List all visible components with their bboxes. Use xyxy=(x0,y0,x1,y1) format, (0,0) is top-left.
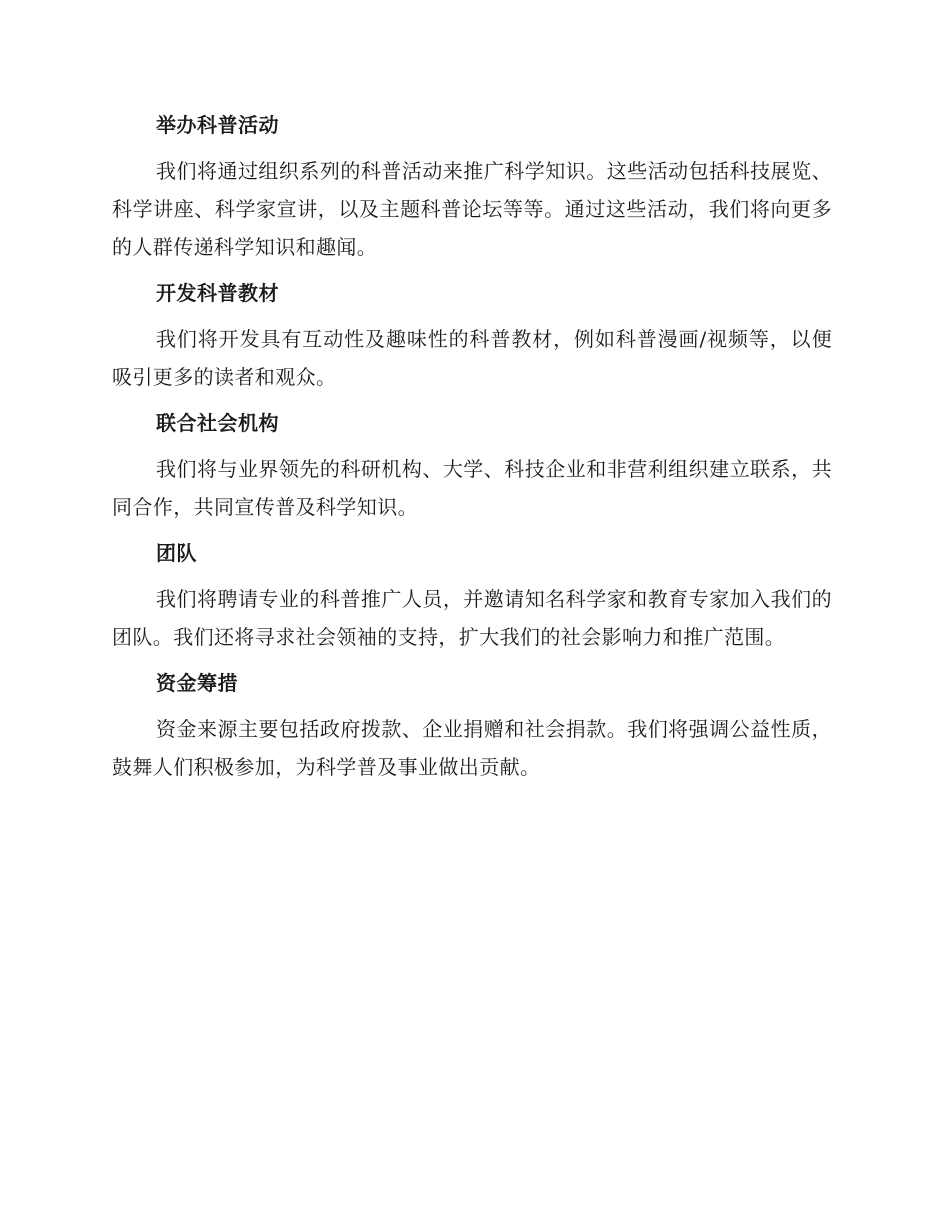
section-heading: 联合社会机构 xyxy=(156,411,279,435)
section-funding xyxy=(112,664,832,786)
section-heading: 资金筹措 xyxy=(156,671,238,695)
section-heading: 团队 xyxy=(156,541,197,565)
section-heading: 开发科普教材 xyxy=(156,281,279,305)
section-paragraph: 我们将与业界领先的科研机构、大学、科技企业和非营利组织建立联系，共同合作，共同宣传普及科学知识。 xyxy=(112,457,832,519)
section-paragraph: 我们将开发具有互动性及趣味性的科普教材，例如科普漫画/视频等，以便吸引更多的读者和观众。 xyxy=(112,327,832,389)
section-paragraph: 我们将通过组织系列的科普活动来推广科学知识。这些活动包括科技展览、科学讲座、科学家宣讲，以及主题科普论坛等等。通过这些活动，我们将向更多的人群传递科学知识和趣闻。 xyxy=(112,159,832,259)
section-activities xyxy=(112,106,832,266)
section-team xyxy=(112,534,832,656)
section-heading: 举办科普活动 xyxy=(156,113,279,137)
section-materials xyxy=(112,274,832,396)
section-paragraph: 资金来源主要包括政府拨款、企业捐赠和社会捐款。我们将强调公益性质，鼓舞人们积极参加，为科学普及事业做出贡献。 xyxy=(112,717,832,779)
section-partners xyxy=(112,404,832,526)
section-paragraph: 我们将聘请专业的科普推广人员，并邀请知名科学家和教育专家加入我们的团队。我们还将寻求社会领袖的支持，扩大我们的社会影响力和推广范围。 xyxy=(112,587,832,649)
document-page xyxy=(112,106,832,794)
